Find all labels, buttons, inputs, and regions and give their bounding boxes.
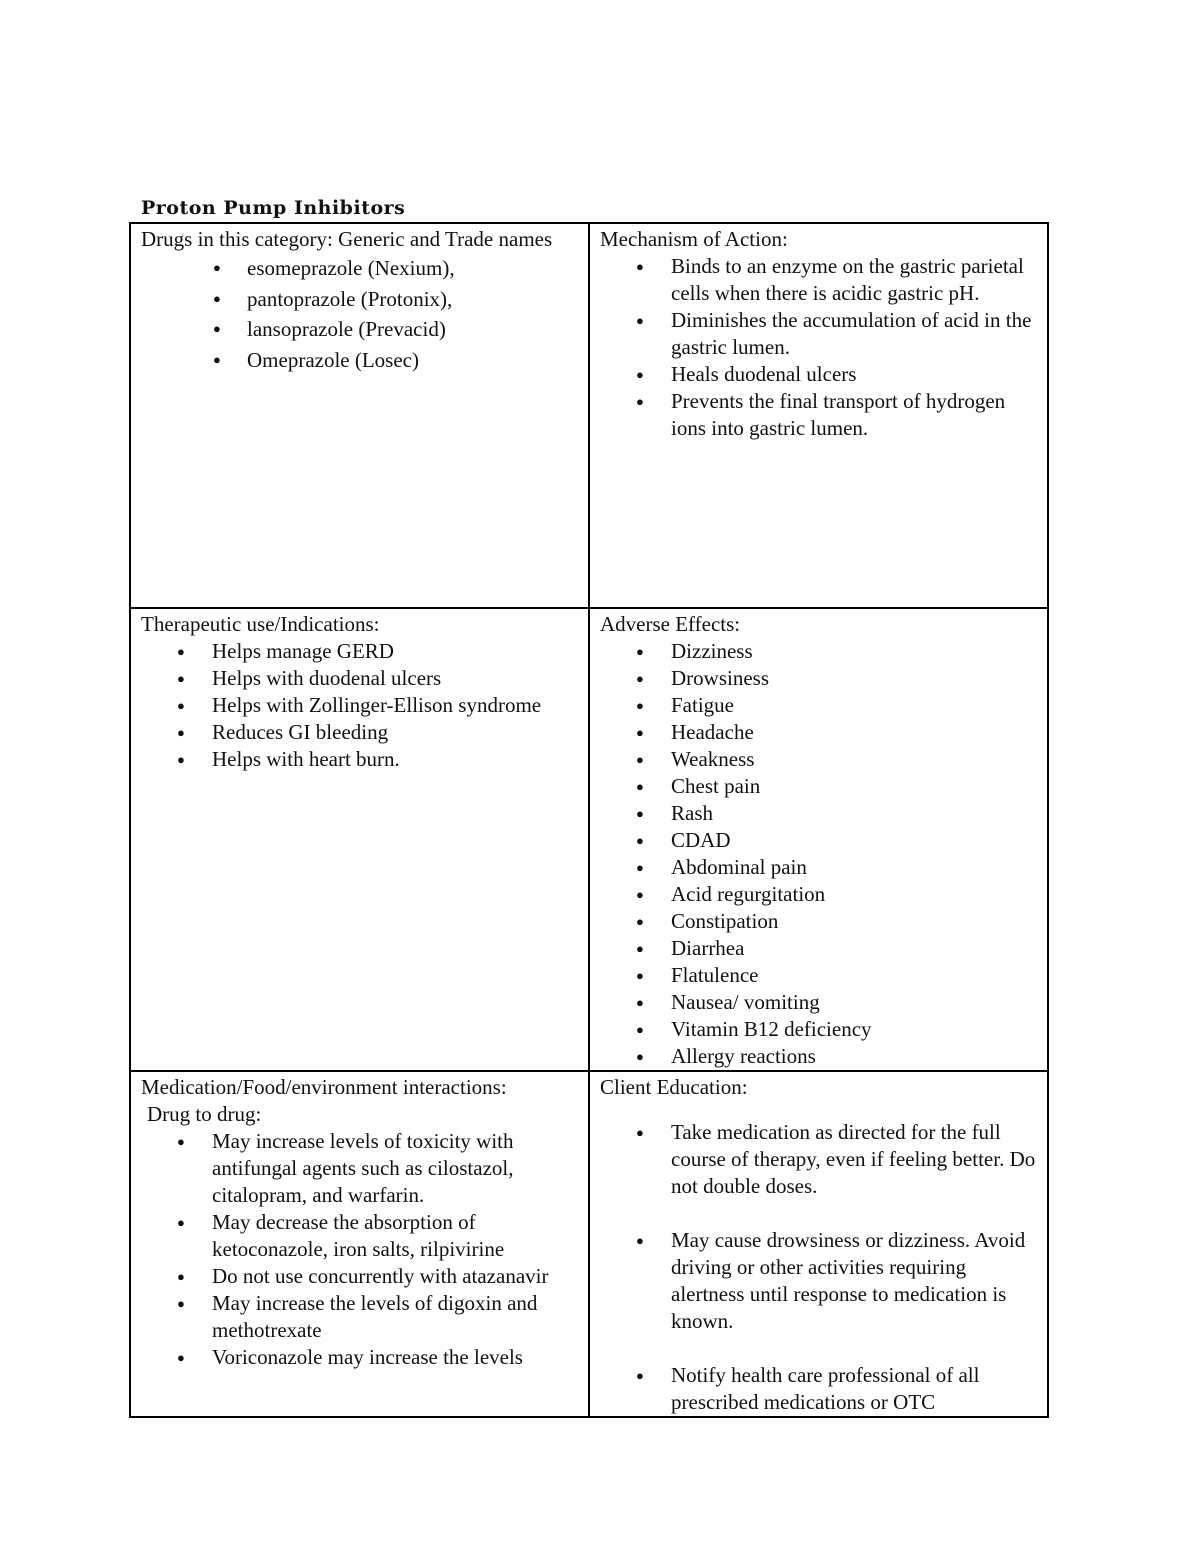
adverse-heading: Adverse Effects: bbox=[600, 612, 741, 636]
drugs-heading: Drugs in this category: Generic and Trade names bbox=[141, 227, 553, 251]
list-item: ● lansoprazole (Prevacid) bbox=[141, 314, 578, 345]
list-item: ● Diarrhea bbox=[600, 935, 1037, 962]
list-item: ● Flatulence bbox=[600, 962, 1037, 989]
list-item: ● pantoprazole (Protonix), bbox=[141, 284, 578, 315]
list-item: ● Allergy reactions bbox=[600, 1043, 1037, 1070]
list-item: ● Vitamin B12 deficiency bbox=[600, 1016, 1037, 1043]
drugs-cell bbox=[130, 223, 589, 608]
education-cell bbox=[589, 1071, 1048, 1417]
interactions-cell bbox=[130, 1071, 589, 1417]
adverse-cell bbox=[589, 608, 1048, 1071]
document-title: Proton Pump Inhibitors bbox=[141, 197, 406, 219]
list-item: ● Helps manage GERD bbox=[141, 638, 578, 665]
list-item: ● May decrease the absorption of ketoconazole, iron salts, rilpivirine bbox=[141, 1209, 578, 1263]
adverse-list bbox=[600, 638, 1037, 1070]
list-item: ● Prevents the final transport of hydrogen ions into gastric lumen. bbox=[600, 388, 1037, 442]
list-item: ● Do not use concurrently with atazanavir bbox=[141, 1263, 578, 1290]
table-row bbox=[130, 1071, 1048, 1417]
list-item: ● Drowsiness bbox=[600, 665, 1037, 692]
list-item: ● CDAD bbox=[600, 827, 1037, 854]
list-item: ● Abdominal pain bbox=[600, 854, 1037, 881]
interactions-heading: Medication/Food/environment interactions: bbox=[141, 1075, 507, 1099]
list-item: ● Constipation bbox=[600, 908, 1037, 935]
list-item: ● Weakness bbox=[600, 746, 1037, 773]
list-item: ● Helps with Zollinger-Ellison syndrome bbox=[141, 692, 578, 719]
interactions-list bbox=[141, 1128, 578, 1371]
list-item: ● Voriconazole may increase the levels bbox=[141, 1344, 578, 1371]
list-item: ● Notify health care professional of all prescribed medications or OTC bbox=[600, 1362, 1037, 1416]
list-item: ● Dizziness bbox=[600, 638, 1037, 665]
drugs-list bbox=[141, 253, 578, 375]
education-heading: Client Education: bbox=[600, 1075, 748, 1099]
list-item: ● Rash bbox=[600, 800, 1037, 827]
list-item: ● May increase levels of toxicity with antifungal agents such as cilostazol, citalopram, and warfarin. bbox=[141, 1128, 578, 1209]
list-item: ● Headache bbox=[600, 719, 1037, 746]
list-item: ● Acid regurgitation bbox=[600, 881, 1037, 908]
mechanism-cell bbox=[589, 223, 1048, 608]
mechanism-list bbox=[600, 253, 1037, 442]
list-item: ● May increase the levels of digoxin and methotrexate bbox=[141, 1290, 578, 1344]
drug-info-table bbox=[129, 222, 1049, 1418]
list-item: ● Diminishes the accumulation of acid in the gastric lumen. bbox=[600, 307, 1037, 361]
list-item: ● Nausea/ vomiting bbox=[600, 989, 1037, 1016]
list-item: ● Omeprazole (Losec) bbox=[141, 345, 578, 376]
mechanism-heading: Mechanism of Action: bbox=[600, 227, 788, 251]
therapeutic-list bbox=[141, 638, 578, 773]
therapeutic-cell bbox=[130, 608, 589, 1071]
list-item: ● Reduces GI bleeding bbox=[141, 719, 578, 746]
list-item: ● Binds to an enzyme on the gastric parietal cells when there is acidic gastric pH. bbox=[600, 253, 1037, 307]
list-item: ● esomeprazole (Nexium), bbox=[141, 253, 578, 284]
list-item: ● Chest pain bbox=[600, 773, 1037, 800]
education-list bbox=[600, 1119, 1037, 1416]
list-item: ● Helps with heart burn. bbox=[141, 746, 578, 773]
interactions-subheading: Drug to drug: bbox=[147, 1102, 262, 1126]
table-row bbox=[130, 223, 1048, 608]
list-item: ● Heals duodenal ulcers bbox=[600, 361, 1037, 388]
table-row bbox=[130, 608, 1048, 1071]
list-item: ● Take medication as directed for the full course of therapy, even if feeling better. Do not double doses. bbox=[600, 1119, 1037, 1200]
list-item: ● May cause drowsiness or dizziness. Avoid driving or other activities requiring alertness until response to medication is known. bbox=[600, 1227, 1037, 1335]
therapeutic-heading: Therapeutic use/Indications: bbox=[141, 612, 380, 636]
list-item: ● Fatigue bbox=[600, 692, 1037, 719]
list-item: ● Helps with duodenal ulcers bbox=[141, 665, 578, 692]
